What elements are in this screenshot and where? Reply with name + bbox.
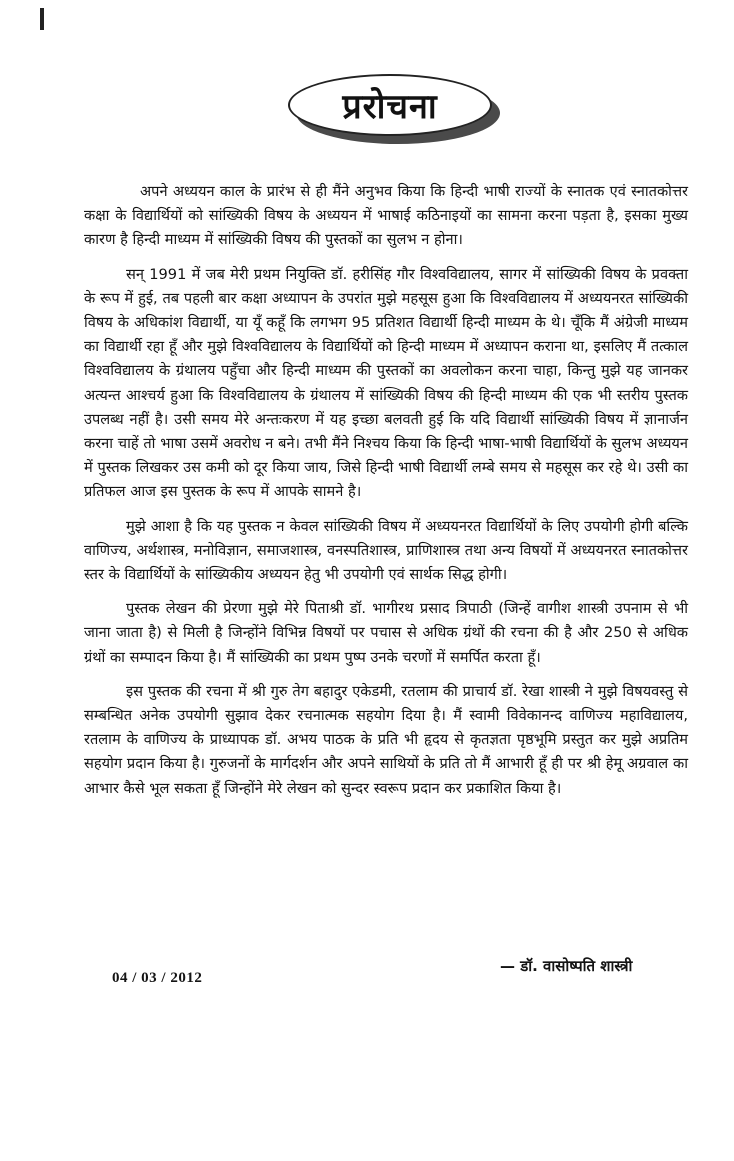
title-oval	[288, 74, 492, 136]
paragraph-5: इस पुस्तक की रचना में श्री गुरु तेग बहादुर एकेडमी, रतलाम की प्राचार्य डॉ. रेखा शास्त्री ने मुझे विषयवस्तु से सम्बन्धित अनेक उपयोगी सुझाव देकर रचनात्मक सहयोग दिया है। मैं स्वामी विवेकानन्द वाणिज्य महाविद्यालय, रतलाम के वाणिज्य के प्राध्यापक डॉ. अभय पाठक के प्रति भी हृदय से कृतज्ञता पृष्ठभूमि प्रस्तुत कर मुझे अप्रतिम सहयोग प्रदान किया है। गुरुजनों के मार्गदर्शन और अपने साथियों के प्रति तो मैं आभारी हूँ ही पर श्री हेमू अग्रवाल का आभार कैसे भूल सकता हूँ जिन्होंने मेरे लेखन को सुन्दर स्वरूप प्रदान कर प्रकाशित किया है।	[84, 682, 688, 797]
paragraph-4: पुस्तक लेखन की प्रेरणा मुझे मेरे पिताश्री डॉ. भागीरथ प्रसाद त्रिपाठी (जिन्हें वागीश शास्त्री उपनाम से भी जाना जाता है) से मिली है जिन्होंने विभिन्न विषयों पर पचास से अधिक ग्रंथों की रचना की है और 250 से अधिक ग्रंथों का सम्पादन किया है। मैं सांख्यिकी का प्रथम पुष्प उनके चरणों में समर्पित करता हूँ।	[84, 600, 688, 666]
paragraph-3: मुझे आशा है कि यह पुस्तक न केवल सांख्यिकी विषय में अध्ययनरत विद्यार्थियों के लिए उपयोगी होगी बल्कि वाणिज्य, अर्थशास्त्र, मनोविज्ञान, समाजशास्त्र, वनस्पतिशास्त्र, प्राणिशास्त्र तथा अन्य विषयों में अध्ययनरत स्नातकोत्तर स्तर के विद्यार्थियों के सांख्यिकीय अध्ययन हेतु भी उपयोगी एवं सार्थक सिद्ध होगी।	[84, 517, 688, 584]
preface-date: 04 / 03 / 2012	[112, 970, 203, 986]
author-signature: — डॉ. वासोष्पति शास्त्री	[500, 957, 633, 975]
preface-body	[84, 180, 688, 811]
paragraph-2: सन् 1991 में जब मेरी प्रथम नियुक्ति डॉ. हरीसिंह गौर विश्वविद्यालय, सागर में सांख्यिकी विषय के प्रवक्ता के रूप में हुई, तब पहली बार कक्षा अध्यापन के उपरांत मुझे महसूस हुआ कि विश्वविद्यालय में अध्ययनरत सांख्यिकी विषय के अधिकांश विद्यार्थी, या यूँ कहूँ कि लगभग 95 प्रतिशत विद्यार्थी हिन्दी माध्यम के थे। चूँकि मैं अंग्रेजी माध्यम का विद्यार्थी रहा हूँ और मुझे विश्वविद्यालय के विद्यार्थियों को हिन्दी माध्यम में अध्यापन कराना था, इसलिए मैं तत्काल विश्वविद्यालय के ग्रंथालय पहुँचा और हिन्दी माध्यम की पुस्तकों का अवलोकन करना चाहा, किन्तु मुझे यह जानकर अत्यन्त आश्चर्य हुआ कि विश्वविद्यालय के ग्रंथालय में सांख्यिकी विषय की हिन्दी माध्यम की एक भी स्तरीय पुस्तक उपलब्ध नहीं है। उसी समय मेरे अन्तःकरण में यह इच्छा बलवती हुई कि यदि विद्यार्थी सांख्यिकी विषय में ज्ञानार्जन करना चाहें तो भाषा उसमें अवरोध न बने। तभी मैंने निश्चय किया कि हिन्दी भाषा-भाषी विद्यार्थियों के सुलभ अध्ययन में पुस्तक लिखकर उस कमी को दूर किया जाय, जिसे हिन्दी भाषी विद्यार्थी लम्बे समय से महसूस कर रहे थे। उसी का प्रतिफल आज इस पुस्तक के रूप में आपके सामने है।	[84, 265, 688, 501]
title-badge	[288, 74, 500, 144]
paragraph-1: अपने अध्ययन काल के प्रारंभ से ही मैंने अनुभव किया कि हिन्दी भाषी राज्यों के स्नातक एवं स्नातकोत्तर कक्षा के विद्यार्थियों को सांख्यिकी विषय के अध्ययन में भाषाई कठिनाइयों का सामना करना पड़ता है, इसका मुख्य कारण है हिन्दी माध्यम में सांख्यिकी विषय की पुस्तकों का सुलभ न होना।	[84, 183, 688, 249]
page-title: प्ररोचना	[342, 87, 438, 127]
scan-edge-mark	[40, 8, 44, 30]
